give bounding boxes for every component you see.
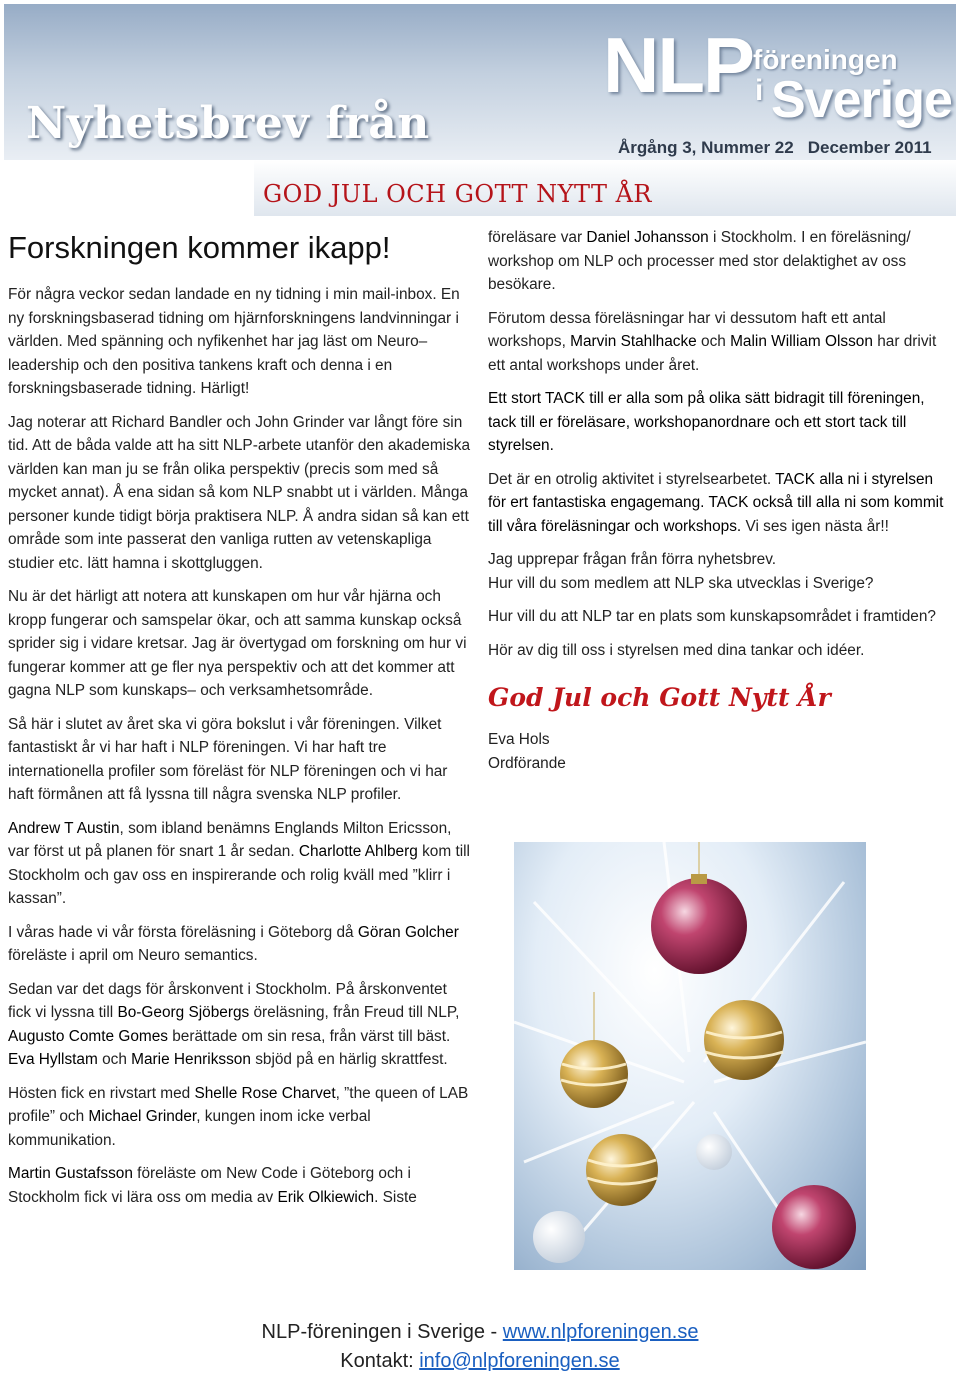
text: , ”the queen of LAB profile” och — [8, 1084, 469, 1125]
paragraph — [8, 978, 470, 1072]
person-name: Bo-Georg Sjöbergs — [117, 1004, 250, 1021]
paragraph — [488, 468, 952, 539]
email-link[interactable]: info@nlpforeningen.se — [419, 1350, 620, 1372]
text: i Stockholm. I en föreläsning/ workshop om NLP och processer med stor delaktighet av oss besökare. — [488, 229, 911, 293]
person-name: Martin Gustafsson — [8, 1165, 133, 1182]
paragraph — [488, 548, 952, 595]
article-title: Forskningen kommer ikapp! — [8, 230, 391, 265]
person-name: Erik Olkiewich — [277, 1188, 375, 1206]
text: föreläste om New Code i Göteborg och i Stockholm fick vi lära oss om media av — [8, 1165, 411, 1206]
person-name: Marie Henriksson — [131, 1051, 251, 1068]
paragraph: Hör av dig till oss i styrelsen med dina tankar och idéer. — [488, 641, 865, 659]
text: , kungen inom icke verbal kommunikation. — [8, 1108, 371, 1149]
person-name: Andrew T Austin — [8, 819, 120, 837]
text: berättade om sin resa, från värst till bäst. — [167, 1027, 451, 1045]
paragraph — [8, 1082, 470, 1153]
person-name: Daniel Johansson — [586, 229, 709, 246]
nlp-foreningen-logo — [603, 20, 952, 130]
footer-contact-label: Kontakt: — [340, 1350, 420, 1372]
signature-name: Eva Hols — [488, 731, 550, 748]
footer-line-2 — [0, 1347, 960, 1376]
text: och — [97, 1051, 132, 1068]
paragraph: För några veckor sedan landade en ny tidning i min mail-inbox. En ny forskningsbaserad tidning om hjärnforskningens landvinningar i världen. Med spänning och nyfikenhet har jag läst om Neuro– leadership och den positiva tankens kraft och denna i en forskningsbaserade tidning. Härligt! — [8, 286, 460, 397]
footer-org-name: NLP-föreningen i Sverige - — [261, 1321, 503, 1343]
paragraph — [488, 226, 952, 297]
paragraph — [8, 817, 470, 911]
text: Jag upprepar frågan från förra nyhetsbrev. — [488, 551, 777, 568]
right-column — [488, 226, 952, 775]
banner-text: GOD JUL OCH GOTT NYTT ÅR — [263, 180, 653, 208]
logo-sverige: Sverige — [771, 71, 952, 129]
person-name: Göran Golcher — [357, 923, 459, 941]
logo-i: i — [755, 74, 764, 107]
paragraph: Jag noterar att Richard Bandler och John Grinder var långt före sin tid. Att de båda valde att ha sitt NLP-arbete utanför den akademiska världen kan man ju se från olika perspektiv (precis som med så mycket annat). Å ena sidan så kom NLP snabbt ut i världen. Många personer kunde tidigt börja praktisera NLP. Å andra sidan så kan ett område som inte passerat den vanliga rutten av vetenskapliga studier etc. lätt hamna i skottgluggen. — [8, 413, 471, 572]
text: , som ibland benämns Englands Milton Ericsson, var först ut på planen för snart 1 år sedan. — [8, 819, 452, 860]
paragraph: Så här i slutet av året ska vi göra bokslut i vår föreningen. Vilket fantastiskt år vi har haft i NLP föreningen. Vi har haft tre internationella profiler som föreläst för NLP föreningen och vi har haft förmånen att få lyssna till några svenska NLP profiler. — [8, 715, 448, 803]
logo-nlp: NLP — [603, 21, 753, 109]
text: öreläsning, från Freud till NLP, — [249, 1004, 460, 1021]
thanks-paragraph: Ett stort TACK till er alla som på olika sätt bidragit till föreningen, tack till er föreläsare, workshopanordnare och ett stort tack till styrelsen. — [488, 390, 925, 454]
text: Vi ses igen nästa år!! — [741, 517, 889, 535]
text: Det är en otrolig aktivitet i styrelsearbetet. — [488, 470, 776, 488]
paragraph — [8, 921, 470, 968]
thanks-text: TACK alla ni i styrelsen för ert fantastiska engagemang. TACK också till alla ni som kommit till våra föreläsningar och workshops. — [488, 470, 944, 535]
text: Förutom dessa föreläsningar har vi dessutom haft ett antal workshops, — [488, 309, 886, 350]
person-name: Augusto Comte Gomes — [8, 1027, 168, 1045]
paragraph: Hur vill du att NLP tar en plats som kunskapsområdet i framtiden? — [488, 608, 936, 625]
text: kom till Stockholm och gav oss en inspirerande och rolig kväll med ”klirr i kassan”. — [8, 843, 470, 907]
person-name: Marvin Stahlhacke — [570, 333, 697, 350]
person-name: Shelle Rose Charvet — [194, 1084, 336, 1102]
christmas-greeting: God Jul och Gott Nytt År — [488, 683, 831, 712]
text: Sedan var det dags för årskonvent i Stockholm. På årskonventet fick vi lyssna till — [8, 980, 447, 1021]
person-name: Eva Hyllstam — [8, 1051, 98, 1068]
paragraph — [8, 1162, 470, 1209]
text: I våras hade vi vår första föreläsning i Göteborg då — [8, 923, 358, 941]
christmas-ornaments-image — [514, 842, 866, 1270]
issue-info — [618, 138, 932, 158]
issue-number: Årgång 3, Nummer 22 — [618, 138, 794, 157]
left-column — [8, 283, 470, 1219]
question-text: Hur vill du som medlem att NLP ska utvecklas i Sverige? — [488, 574, 874, 592]
ornaments-illustration — [514, 842, 866, 1270]
paragraph — [488, 307, 952, 378]
footer-line-1 — [0, 1318, 960, 1347]
person-name: Malin William Olsson — [730, 333, 873, 350]
text: har drivit ett antal workshops under året. — [488, 333, 937, 374]
text: och — [696, 333, 731, 350]
person-name: Michael Grinder — [88, 1108, 197, 1125]
text: föreläste i april om Neuro semantics. — [8, 947, 258, 964]
text: föreläsare var — [488, 229, 587, 246]
paragraph: Nu är det härligt att notera att kunskapen om hur vår hjärna och kropp fungerar och samspelar ökar, och att samma kunskap också sprider sig i vidare kretsar. Jag är övertygad om forskning om hur vi fungerar kommer att ge fler nya perspektiv och att det kommer att gagna NLP som kunskaps– och verksamhetsområde. — [8, 588, 467, 699]
logo-foreningen: föreningen — [753, 44, 898, 75]
text: Hösten fick en rivstart med — [8, 1084, 195, 1102]
footer — [0, 1318, 960, 1376]
newsletter-title: Nyhetsbrev från — [26, 98, 430, 149]
text: sbjöd på en härlig skrattfest. — [250, 1051, 448, 1068]
signature-role: Ordförande — [488, 754, 566, 772]
text: . Siste — [374, 1188, 417, 1206]
issue-date: December 2011 — [807, 138, 932, 157]
person-name: Charlotte Ahlberg — [298, 843, 418, 860]
website-link[interactable]: www.nlpforeningen.se — [502, 1321, 699, 1343]
